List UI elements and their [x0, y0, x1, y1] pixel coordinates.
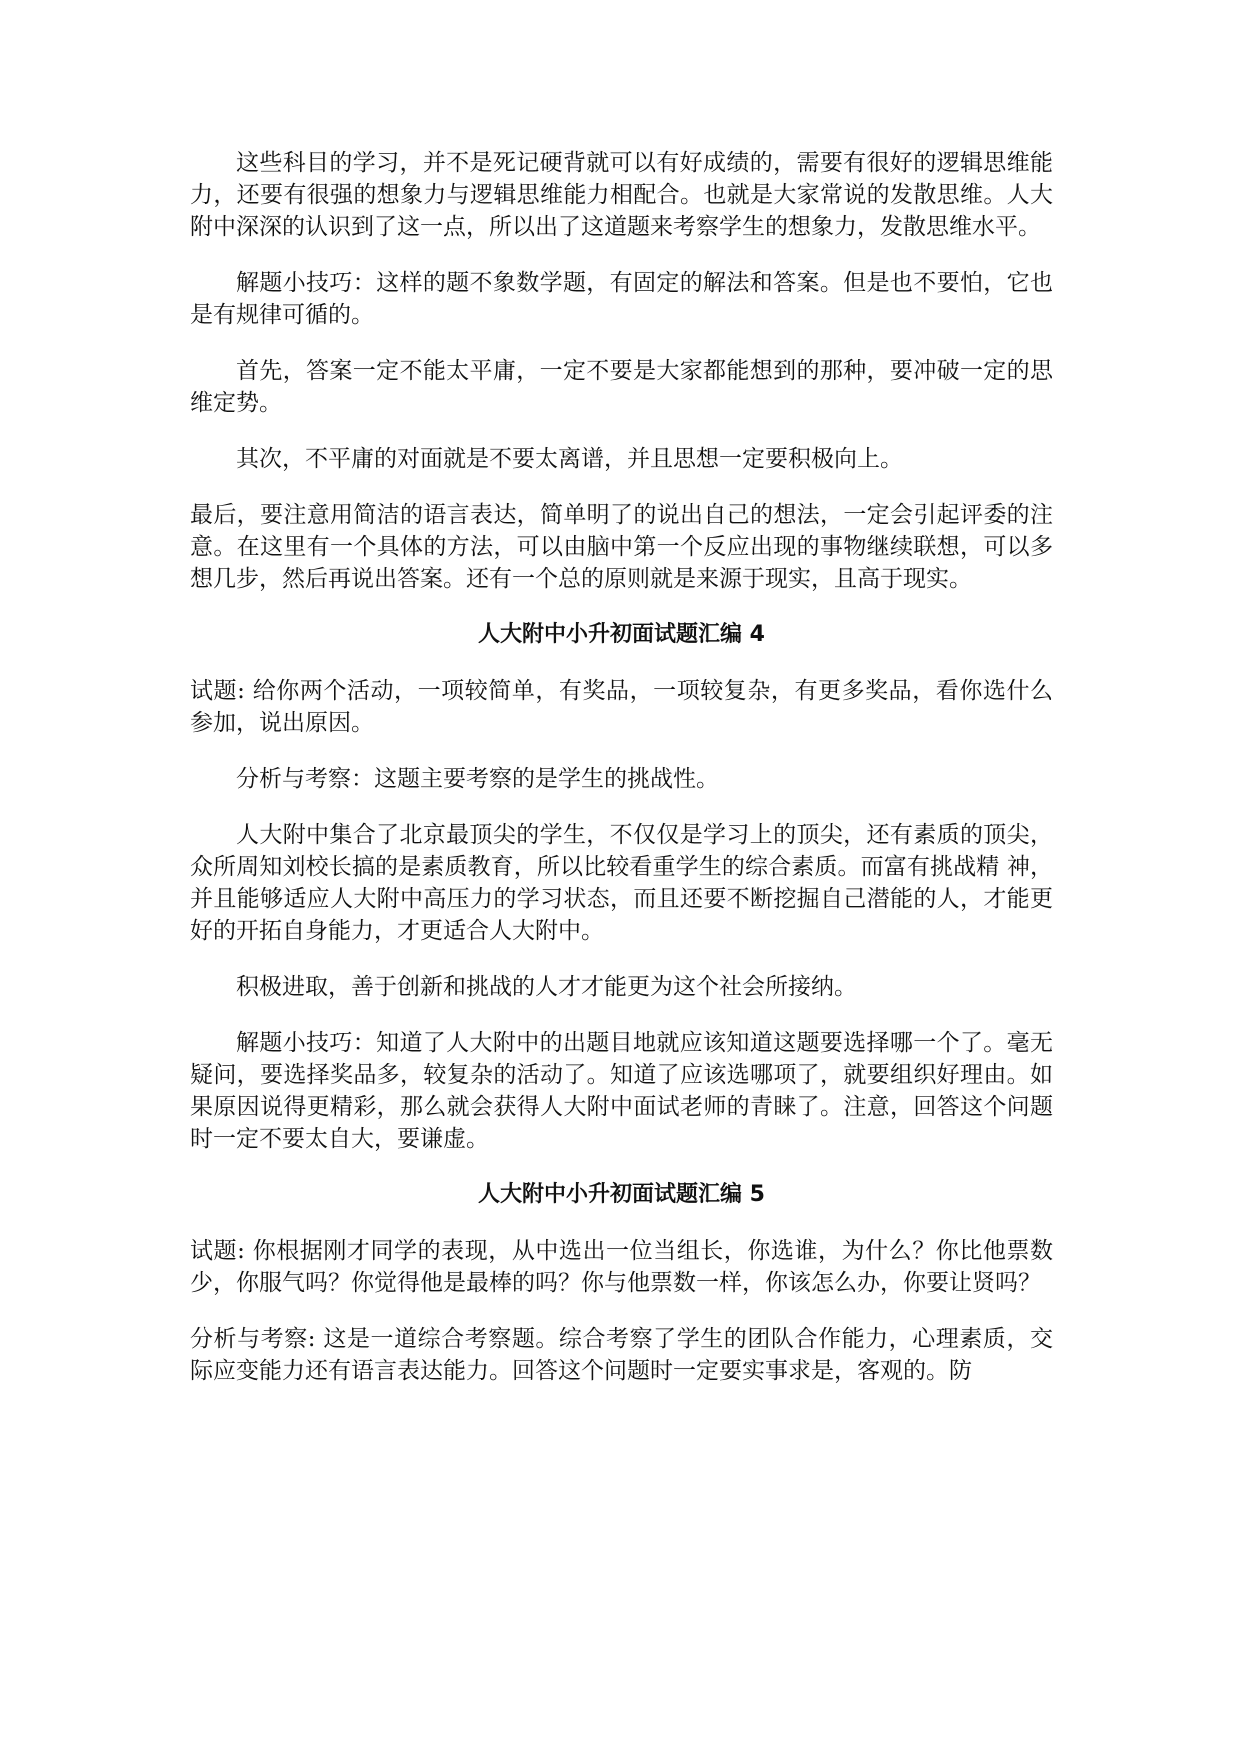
section-4-paragraph-1: 人大附中集合了北京最顶尖的学生，不仅仅是学习上的顶尖，还有素质的顶尖，众所周知刘校长搞的是素质教育，所以比较看重学生的综合素质。而富有挑战精 神，并且能够适应人大附中高压力的学习状态，而且还要不断挖掘自己潜能的人，才能更好的开拓自身能力，才更适合人大附中。 — [190, 822, 1053, 944]
section-5-heading: 人大附中小升初面试题汇编 5 — [478, 1182, 765, 1207]
paragraph-first: 首先，答案一定不能太平庸，一定不要是大家都能想到的那种，要冲破一定的思维定势。 — [190, 358, 1053, 416]
paragraph-divergent-thinking: 这些科目的学习，并不是死记硬背就可以有好成绩的，需要有很好的逻辑思维能力，还要有很强的想象力与逻辑思维能力相配合。也就是大家常说的发散思维。人大附中深深的认识到了这一点，所以出了这道题来考察学生的想象力，发散思维水平。 — [190, 150, 1053, 240]
section-4-heading: 人大附中小升初面试题汇编 4 — [478, 622, 765, 647]
section-4-paragraph-2: 积极进取，善于创新和挑战的人才才能更为这个社会所接纳。 — [236, 974, 857, 1000]
document-body — [190, 147, 1053, 1411]
section-5-analysis: 分析与考察: 这是一道综合考察题。综合考察了学生的团队合作能力，心理素质，交际应变能力还有语言表达能力。回答这个问题时一定要实事求是，客观的。防 — [190, 1326, 1053, 1384]
paragraph-tip-intro: 解题小技巧：这样的题不象数学题，有固定的解法和答案。但是也不要怕，它也是有规律可循的。 — [190, 270, 1053, 328]
paragraph-second: 其次，不平庸的对面就是不要太离谱，并且思想一定要积极向上。 — [236, 446, 903, 472]
section-5-question: 试题: 你根据刚才同学的表现，从中选出一位当组长，你选谁，为什么？你比他票数少，你服气吗？你觉得他是最棒的吗？你与他票数一样，你该怎么办，你要让贤吗？ — [190, 1238, 1053, 1296]
section-4-tip: 解题小技巧：知道了人大附中的出题目地就应该知道这题要选择哪一个了。毫无疑问，要选择奖品多，较复杂的活动了。知道了应该选哪项了，就要组织好理由。如果原因说得更精彩，那么就会获得人大附中面试老师的青睐了。注意，回答这个问题时一定不要太自大，要谦虚。 — [190, 1030, 1053, 1152]
section-4-question: 试题: 给你两个活动，一项较简单，有奖品，一项较复杂，有更多奖品，看你选什么参加，说出原因。 — [190, 678, 1053, 736]
paragraph-finally: 最后，要注意用简洁的语言表达，简单明了的说出自己的想法，一定会引起评委的注意。在这里有一个具体的方法，可以由脑中第一个反应出现的事物继续联想，可以多想几步，然后再说出答案。还有一个总的原则就是来源于现实，且高于现实。 — [190, 502, 1053, 592]
section-4-analysis: 分析与考察：这题主要考察的是学生的挑战性。 — [236, 766, 719, 792]
